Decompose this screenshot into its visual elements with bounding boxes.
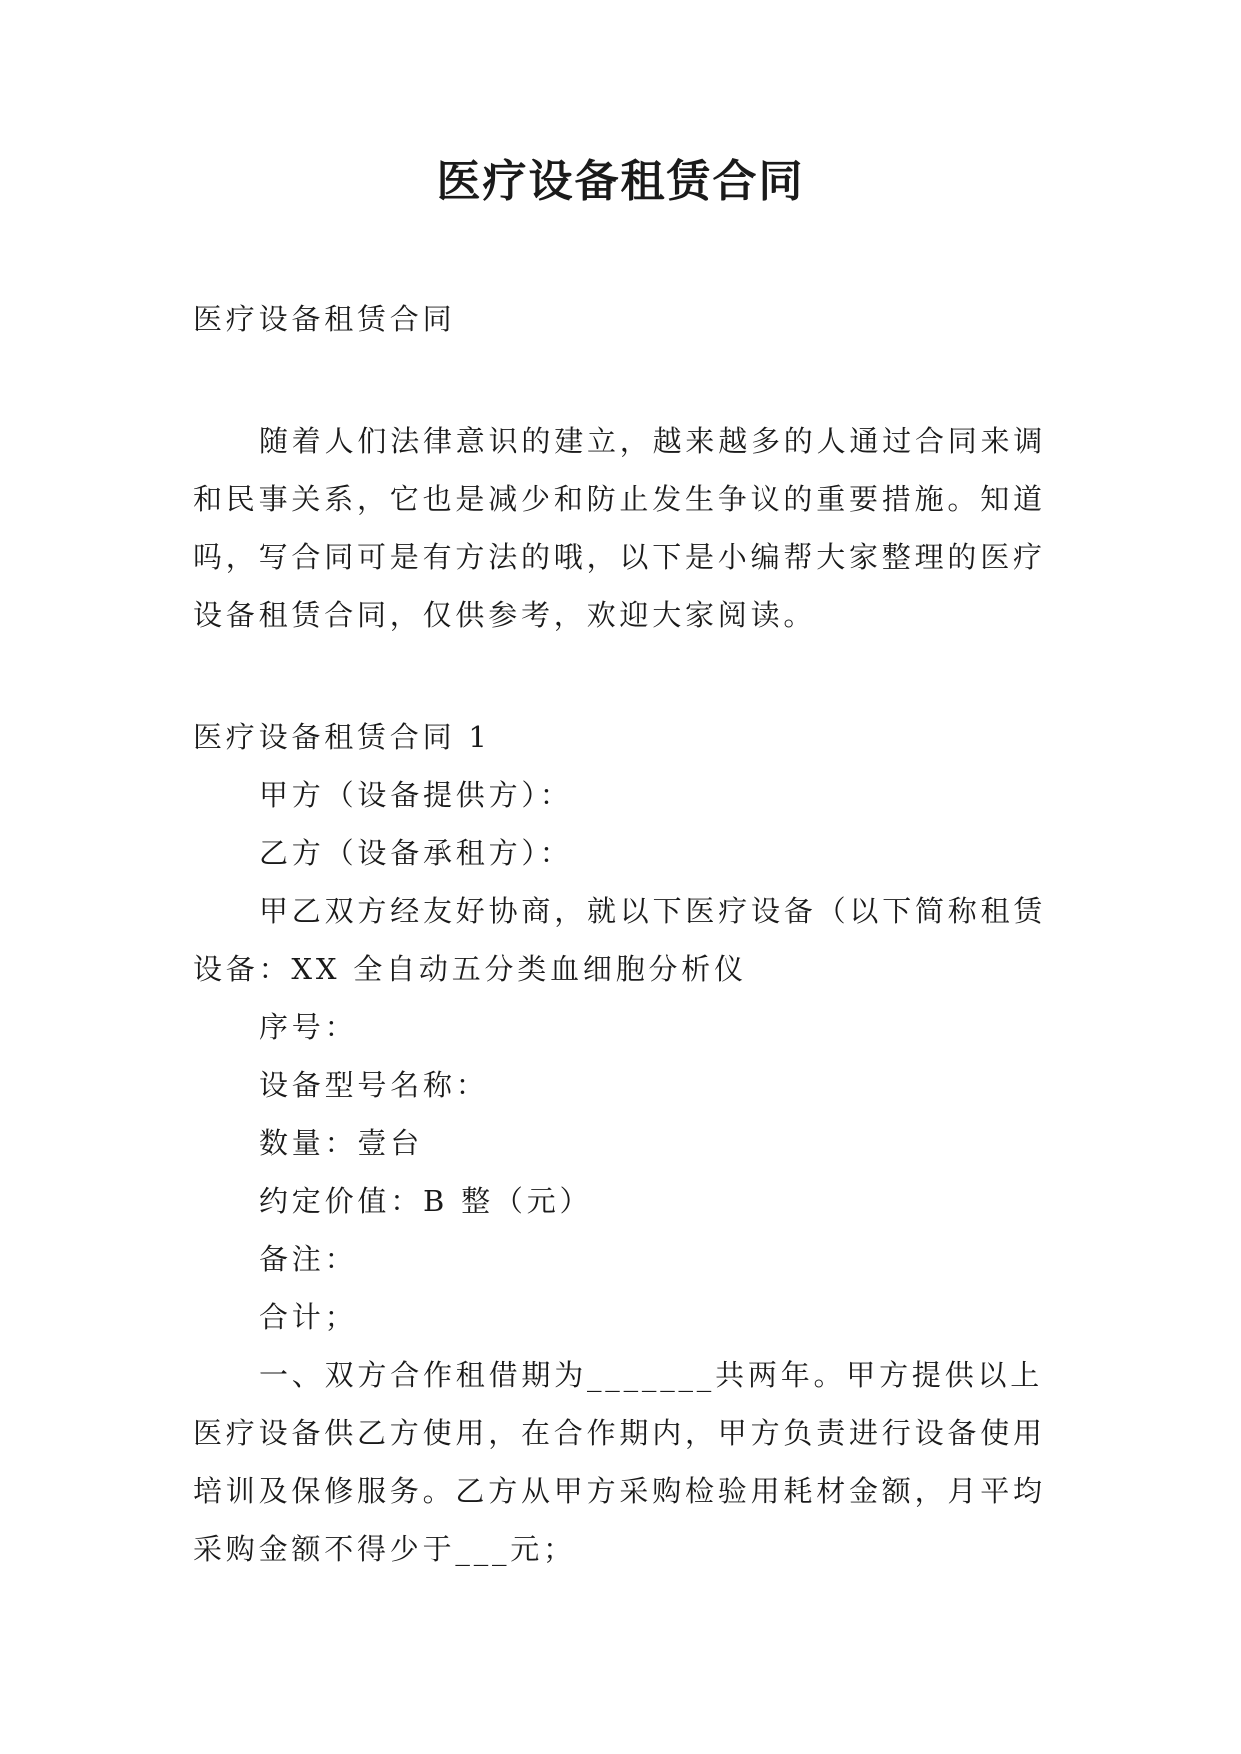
item-number-line: 序号： (259, 1010, 358, 1044)
total-line: 合计； (259, 1300, 358, 1334)
document-subtitle: 医疗设备租赁合同 (193, 302, 456, 336)
quantity-line: 数量：壹台 (259, 1126, 424, 1160)
party-a-line: 甲方（设备提供方）： (259, 778, 573, 812)
clause-1-paragraph: 一、双方合作租借期为_______共两年。甲方提供以上医疗设备供乙方使用，在合作期内，甲方负责进行设备使用培训及保修服务。乙方从甲方采购检验用耗材金额，月平均采购金额不得少于___元； (193, 1358, 1046, 1566)
remarks-line: 备注： (259, 1242, 358, 1276)
intro-paragraph: 随着人们法律意识的建立，越来越多的人通过合同来调和民事关系，它也是减少和防止发生争议的重要措施。知道吗，写合同可是有方法的哦，以下是小编帮大家整理的医疗设备租赁合同，仅供参考，欢迎大家阅读。 (193, 424, 1047, 632)
document-title: 医疗设备租赁合同 (436, 156, 805, 207)
party-b-line: 乙方（设备承租方）： (259, 836, 573, 870)
agreement-paragraph: 甲乙双方经友好协商，就以下医疗设备（以下简称租赁设备：XX 全自动五分类血细胞分析仪 (193, 894, 1047, 986)
model-name-line: 设备型号名称： (259, 1068, 489, 1102)
section-heading: 医疗设备租赁合同 1 (193, 720, 491, 754)
value-line: 约定价值：B 整（元） (259, 1184, 593, 1218)
document-body (193, 290, 1055, 1578)
